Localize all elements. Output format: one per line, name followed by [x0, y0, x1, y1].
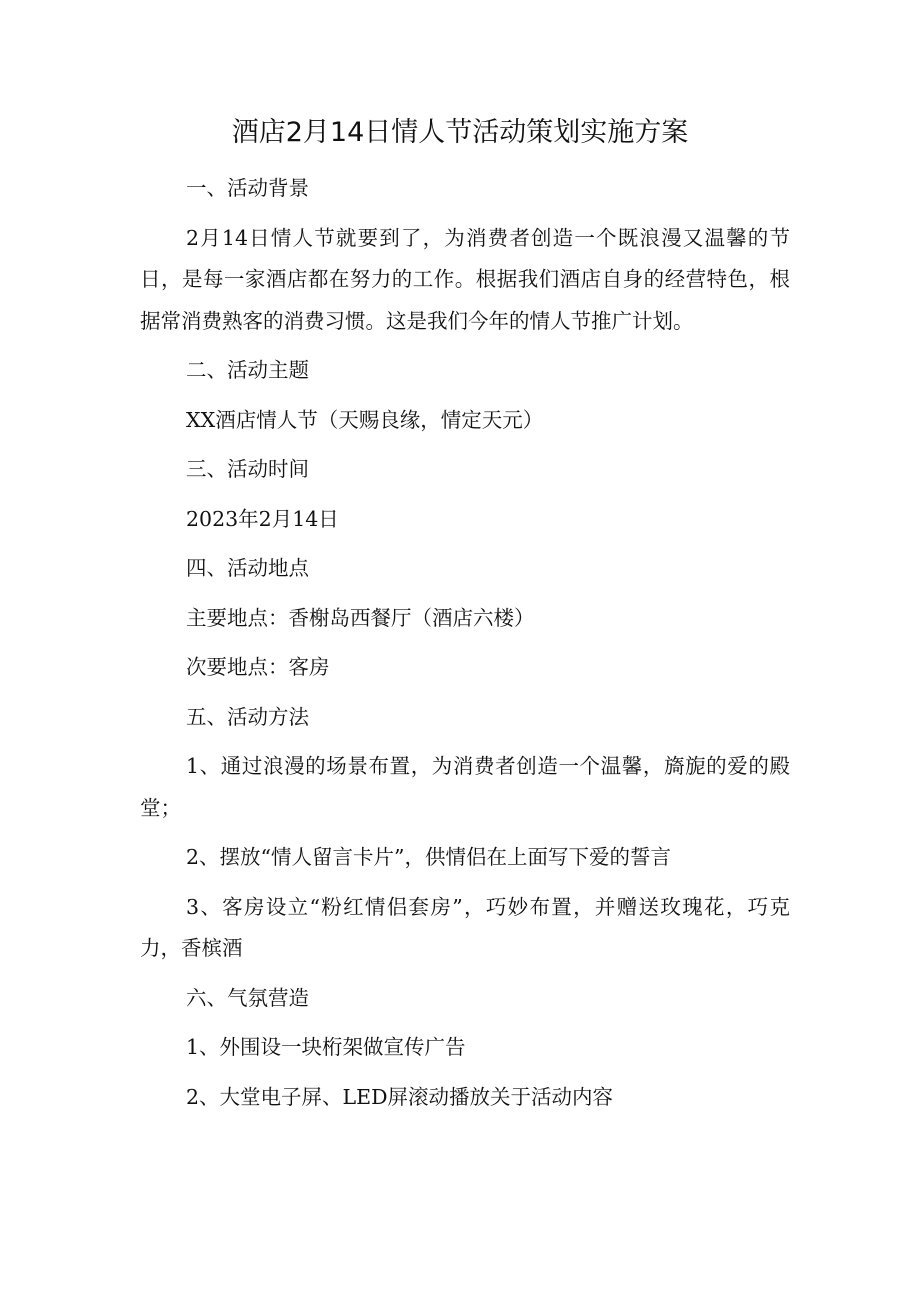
section-heading-atmosphere: 六、气氛营造 — [186, 985, 309, 1010]
paragraph-time-text: 2023年2月14日 — [186, 506, 339, 531]
paragraph-atmosphere-2: 2、大堂电子屏、LED屏滚动播放关于活动内容 — [186, 1084, 614, 1109]
paragraph-main-location: 主要地点：香榭岛西餐厅（酒店六楼） — [186, 605, 535, 630]
paragraph-atmosphere-1: 1、外围设一块桁架做宣传广告 — [186, 1035, 466, 1059]
paragraph-secondary-location: 次要地点：客房 — [186, 655, 330, 679]
paragraph-method-2: 2、摆放“情人留言卡片”，供情侣在上面写下爱的誓言 — [186, 845, 672, 869]
paragraph-method-3: 3、客房设立“粉红情侣套房”，巧妙布置，并赠送玫瑰花，巧克力，香槟酒 — [140, 894, 790, 960]
paragraph-method-1: 1、通过浪漫的场景布置，为消费者创造一个温馨，旖旎的爱的殿堂； — [140, 754, 790, 820]
section-heading-method: 五、活动方法 — [186, 704, 309, 729]
paragraph-theme-text: XX酒店情人节（天赐良缘，情定天元） — [186, 407, 544, 432]
section-heading-location: 四、活动地点 — [186, 556, 309, 580]
section-heading-time: 三、活动时间 — [186, 457, 309, 481]
section-heading-background: 一、活动背景 — [186, 176, 309, 200]
paragraph-background-text: 2月14日情人节就要到了，为消费者创造一个既浪漫又温馨的节日，是每一家酒店都在努力的工作。根据我们酒店自身的经营特色，根据常消费熟客的消费习惯。这是我们今年的情人节推广计划。 — [140, 225, 790, 333]
document-body — [140, 168, 790, 1126]
section-heading-theme: 二、活动主题 — [186, 358, 309, 382]
document-title: 酒店2月14日情人节活动策划实施方案 — [231, 117, 689, 148]
